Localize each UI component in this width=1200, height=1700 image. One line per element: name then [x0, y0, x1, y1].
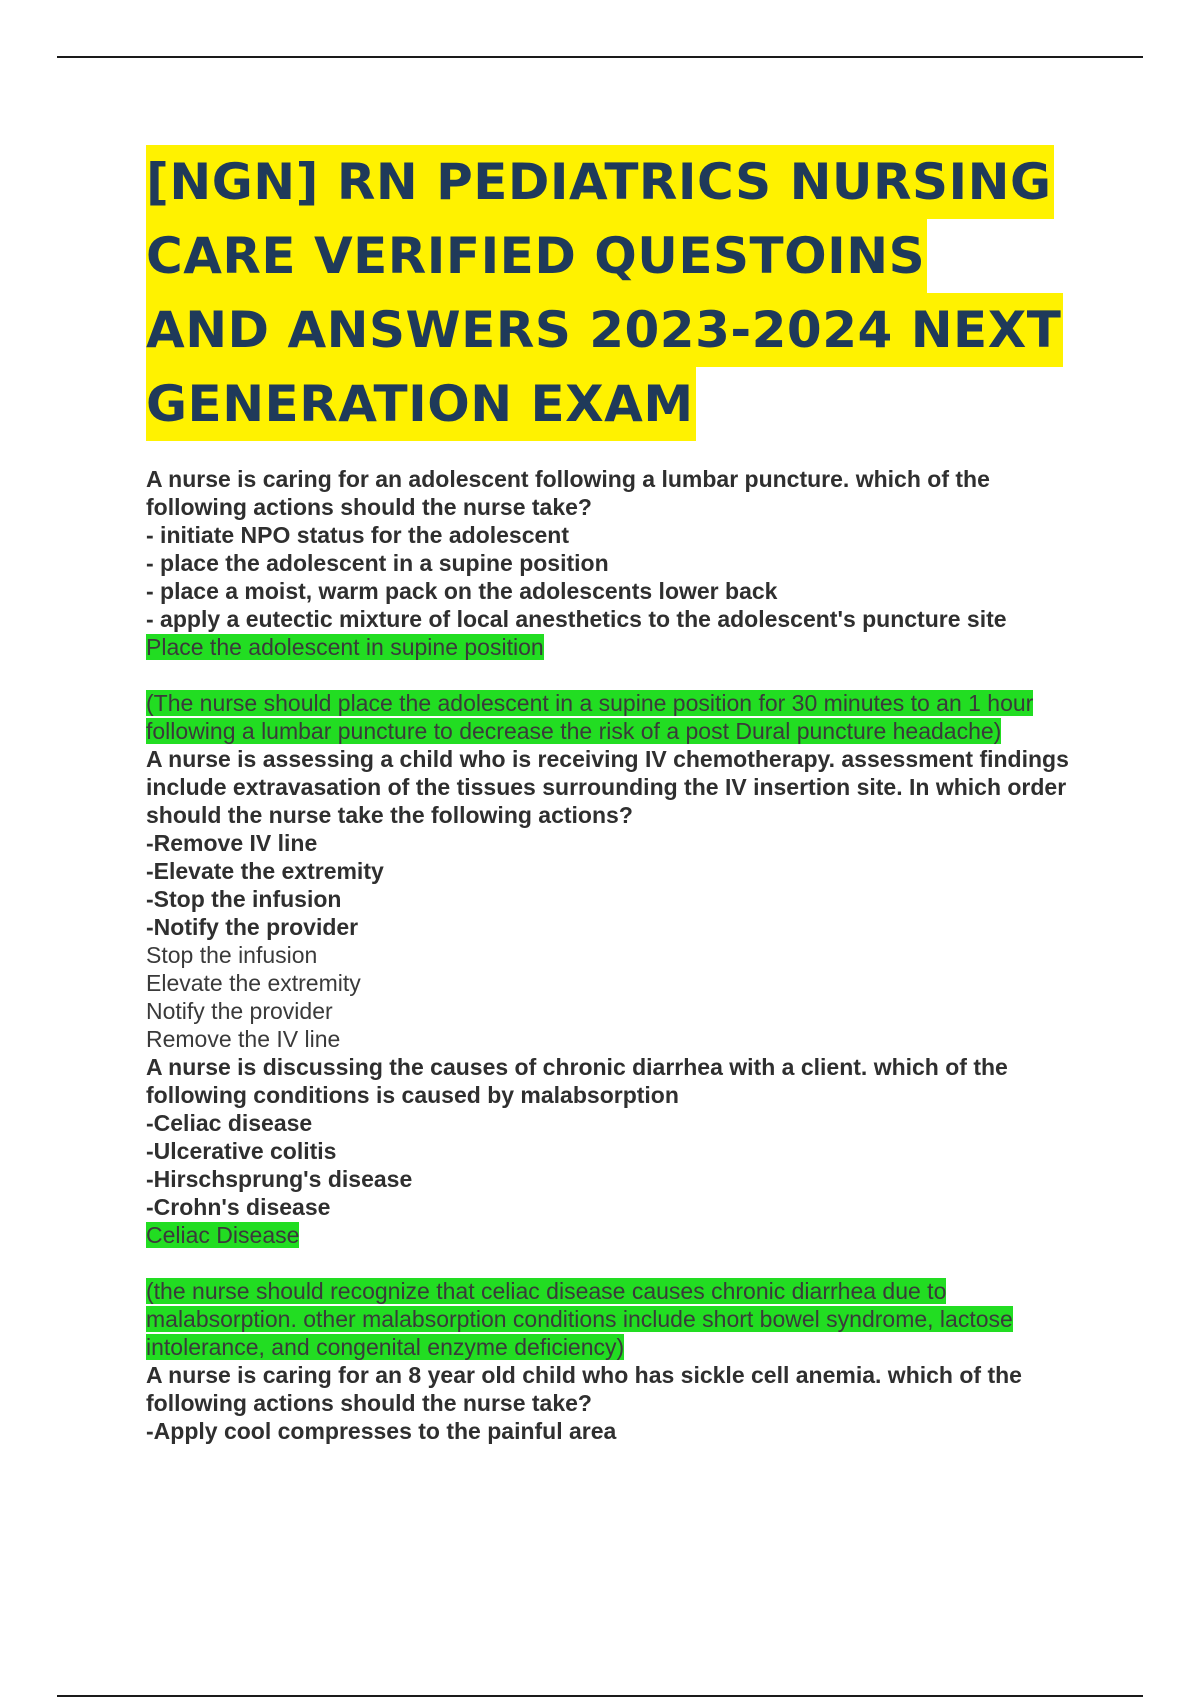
qa-item-4	[146, 1361, 1086, 1445]
answer-option: -Ulcerative colitis	[146, 1138, 337, 1164]
answer-option: -Remove IV line	[146, 830, 318, 856]
title-line: CARE VERIFIED QUESTOINS	[146, 219, 927, 293]
answer-option: - initiate NPO status for the adolescent	[146, 522, 570, 548]
answer-rationale: (the nurse should recognize that celiac disease causes chronic diarrhea due to malabsorption. other malabsorption conditions include short bowel syndrome, lactose intolerance, and congenital enzyme deficiency)	[146, 1278, 1013, 1360]
answer-option: -Elevate the extremity	[146, 858, 384, 884]
answer-option: -Notify the provider	[146, 914, 359, 940]
bottom-rule	[57, 1695, 1143, 1697]
answer-step: Notify the provider	[146, 998, 333, 1024]
qa-item-1	[146, 465, 1086, 745]
answer-option: -Apply cool compresses to the painful area	[146, 1418, 617, 1444]
qa-list	[146, 465, 1086, 1445]
document-title	[146, 145, 1086, 441]
spacer	[146, 661, 1086, 689]
question-text: A nurse is assessing a child who is receiving IV chemotherapy. assessment findings include extravasation of the tissues surrounding the IV insertion site. In which order should the nurse take the following actions?	[146, 746, 1069, 828]
answer-option: -Hirschsprung's disease	[146, 1166, 413, 1192]
answer-option: -Celiac disease	[146, 1110, 313, 1136]
answer-option: -Stop the infusion	[146, 886, 342, 912]
qa-item-2	[146, 745, 1086, 1053]
qa-item-3	[146, 1053, 1086, 1361]
spacer	[146, 1249, 1086, 1277]
answer-rationale: (The nurse should place the adolescent in a supine position for 30 minutes to an 1 hour following a lumbar puncture to decrease the risk of a post Dural puncture headache)	[146, 690, 1034, 744]
question-text: A nurse is caring for an adolescent following a lumbar puncture. which of the following actions should the nurse take?	[146, 466, 990, 520]
top-rule	[57, 56, 1143, 58]
answer-option: - place a moist, warm pack on the adolescents lower back	[146, 578, 778, 604]
answer-step: Stop the infusion	[146, 942, 318, 968]
answer-step: Remove the IV line	[146, 1026, 341, 1052]
title-line: [NGN] RN PEDIATRICS NURSING	[146, 145, 1054, 219]
answer-option: - place the adolescent in a supine position	[146, 550, 609, 576]
correct-answer: Celiac Disease	[146, 1222, 300, 1248]
answer-option: -Crohn's disease	[146, 1194, 331, 1220]
correct-answer: Place the adolescent in supine position	[146, 634, 544, 660]
title-line: AND ANSWERS 2023-2024 NEXT	[146, 293, 1063, 367]
question-text: A nurse is caring for an 8 year old child who has sickle cell anemia. which of the following actions should the nurse take?	[146, 1362, 1022, 1416]
title-line: GENERATION EXAM	[146, 367, 696, 441]
document-body	[146, 145, 1086, 1445]
question-text: A nurse is discussing the causes of chronic diarrhea with a client. which of the following conditions is caused by malabsorption	[146, 1054, 1008, 1108]
answer-step: Elevate the extremity	[146, 970, 361, 996]
answer-option: - apply a eutectic mixture of local anesthetics to the adolescent's puncture site	[146, 606, 1007, 632]
